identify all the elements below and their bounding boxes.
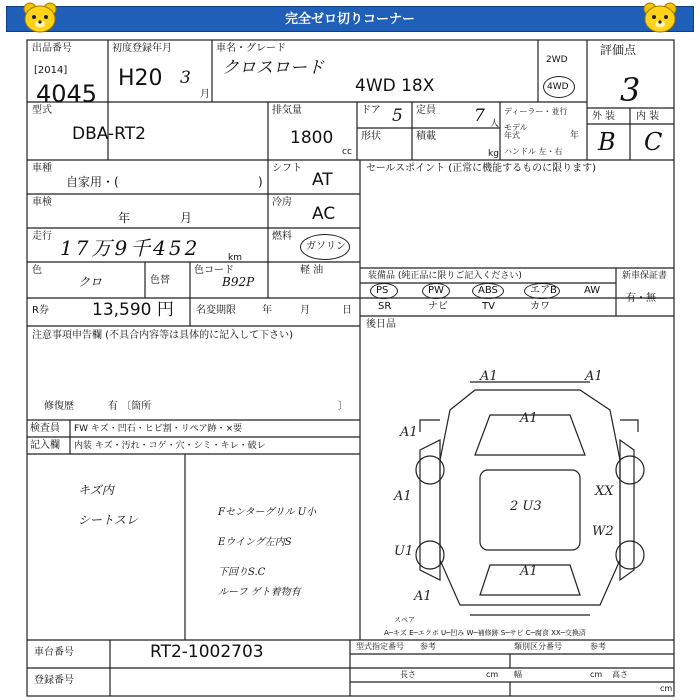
inspector-note-right-1: Fセンターグリル U小 <box>218 507 317 518</box>
equip-pw-circle <box>422 283 450 299</box>
doors-label: ドア <box>361 105 381 116</box>
type-designation-ref: 参考 <box>420 642 436 651</box>
usage-label: 車種 <box>32 163 52 174</box>
lot-number: 4045 <box>36 80 98 108</box>
mileage-unit: km <box>228 253 242 263</box>
displacement-value: 1800 <box>290 128 334 148</box>
damage-mark-spare: A1 <box>414 589 432 604</box>
model-grade: 4WD 18X <box>355 76 435 96</box>
handle-label: ハンドル 左・右 <box>504 147 563 156</box>
equip-navi: ナビ <box>428 301 448 312</box>
color-label: 色 <box>32 265 42 276</box>
equip-airbag: エアB <box>530 285 557 296</box>
registration-no-label: 登録番号 <box>34 675 74 686</box>
damage-mark-right-rear: W2 <box>592 524 614 539</box>
width-unit: cm <box>590 670 603 679</box>
fuel-light-oil: 軽 油 <box>300 265 324 276</box>
model-year-unit: 年 <box>570 131 580 141</box>
equip-abs-circle <box>472 283 504 299</box>
damage-mark-roof: 2 U3 <box>510 499 542 514</box>
recycle-label: R券 <box>32 305 49 316</box>
notes-repair: 修復歴 <box>44 401 74 412</box>
equip-leather: カワ <box>530 301 550 312</box>
equip-pw: PW <box>428 285 444 296</box>
spare-label: スペア <box>394 616 415 624</box>
fuel-label: 燃料 <box>272 231 292 242</box>
damage-mark-front-left: A1 <box>480 369 498 384</box>
length-label: 長さ <box>400 670 416 679</box>
notes-repair-value: 有 〔箇所 <box>108 401 152 412</box>
rating-ext-label: 外 装 <box>592 111 616 122</box>
inspector-note-right-4: ルーフ ゲト着物有 <box>218 587 301 598</box>
damage-mark-rear: A1 <box>520 564 538 579</box>
damage-mark-front-right: A1 <box>585 369 603 384</box>
load-label: 積載 <box>416 131 436 142</box>
color-repaint-label: 色替 <box>150 275 170 286</box>
inspection-year: 年 <box>118 211 131 225</box>
color-code-label: 色コード <box>194 265 234 276</box>
damage-mark-left-mirror: A1 <box>400 425 418 440</box>
rating-int-label: 内 装 <box>636 111 660 122</box>
aircon-label: 冷房 <box>272 197 292 208</box>
new-warranty-value: 有・無 <box>626 293 656 304</box>
inspector-label1: 検査員 <box>30 423 60 434</box>
equipment-label: 装備品 (純正品に限りご記入ください) <box>368 271 522 281</box>
displacement-label: 排気量 <box>272 105 302 116</box>
equip-ps-circle <box>370 283 398 299</box>
name-change-label: 名変期限 <box>196 305 236 316</box>
damage-mark-right-front: XX <box>595 484 614 499</box>
model-code-label: 型式 <box>32 105 52 116</box>
height-label: 高さ <box>612 670 628 679</box>
usage-close: ) <box>258 175 263 189</box>
rating-int: C <box>644 128 663 156</box>
shift-label: シフト <box>272 163 302 174</box>
doors-value: 5 <box>392 106 403 126</box>
equip-aw: AW <box>584 285 601 296</box>
usage-value: 自家用・( <box>66 175 119 189</box>
lot-label: 出品番号 <box>32 43 72 54</box>
registration-month-unit: 月 <box>200 89 210 100</box>
inspection-label: 車検 <box>32 197 52 208</box>
notes-label: 注意事項申告欄 (不具合内容等は具体的に記入して下さい) <box>32 330 293 341</box>
inspector-note-left-1: キズ内 <box>78 483 114 497</box>
capacity-unit: 人 <box>490 119 500 129</box>
fuel-gasoline: ガソリン <box>306 241 346 252</box>
load-unit: kg <box>488 149 499 159</box>
drive-4wd: 4WD <box>547 82 569 92</box>
color-code: B92P <box>222 275 255 289</box>
damage-mark-left-rear: U1 <box>394 544 414 559</box>
inspector-exterior: FW キズ・凹石・ヒビ割・リペア跡・×要 <box>74 424 243 434</box>
inspector-note-left-2: シートスレ <box>78 513 138 527</box>
inspector-label2: 記入欄 <box>30 440 60 451</box>
lot-year: [2014] <box>34 65 68 76</box>
model-code: DBA-RT2 <box>72 124 146 144</box>
shift-value: AT <box>312 170 333 190</box>
equip-airbag-circle <box>524 283 560 299</box>
dealer-label: ディーラー・並行 <box>504 107 568 116</box>
vehicle-damage-diagram <box>380 360 674 630</box>
capacity-value: 7 <box>474 106 485 126</box>
color-value: クロ <box>78 275 103 289</box>
chassis-label: 車台番号 <box>34 647 74 658</box>
recycle-value: 13,590 円 <box>92 300 174 320</box>
shape-label: 形状 <box>361 131 381 142</box>
header-title: 完全ゼロ切りコーナー <box>284 12 415 27</box>
inspector-note-right-2: Eウイング左内S <box>218 537 292 548</box>
name-change-year: 年 <box>262 305 272 316</box>
equip-abs: ABS <box>478 285 498 296</box>
new-warranty-label: 新車保証書 <box>622 271 668 281</box>
length-unit: cm <box>486 670 499 679</box>
model-name-label: 車名・グレード <box>216 43 286 54</box>
name-change-day: 日 <box>342 305 352 316</box>
registration-label: 初度登録年月 <box>112 43 172 54</box>
category-label: 類別区分番号 <box>514 642 562 651</box>
mileage-label: 走行 <box>32 231 52 242</box>
rating-ext: B <box>598 128 616 156</box>
equip-tv: TV <box>482 301 495 312</box>
inspection-month: 月 <box>180 211 193 225</box>
rear-seat-label: 後日品 <box>366 319 396 330</box>
registration-month: 3 <box>180 68 191 88</box>
width-label: 幅 <box>514 670 522 679</box>
rating-score: 3 <box>620 71 641 109</box>
registration-era-year: H20 <box>118 66 163 91</box>
mileage-value: 17万9千452 <box>60 236 201 260</box>
rating-label: 評価点 <box>600 43 637 57</box>
name-change-month: 月 <box>300 305 310 316</box>
model-name: クロスロード <box>222 58 324 78</box>
sales-point-label: セールスポイント (正常に機能するものに限ります) <box>366 163 597 174</box>
damage-mark-hood: A1 <box>520 411 538 426</box>
damage-mark-left-front: A1 <box>394 489 412 504</box>
inspector-note-right-3: 下回りS.C <box>218 567 266 578</box>
inspector-interior: 内装 キズ・汚れ・コゲ・穴・シミ・キレ・破レ <box>74 441 266 451</box>
notes-repair-close: 〕 <box>338 401 348 412</box>
capacity-label: 定員 <box>416 105 436 116</box>
aircon-value: AC <box>312 204 336 224</box>
type-designation-label: 型式指定番号 <box>356 642 404 651</box>
drive-2wd: 2WD <box>546 55 568 65</box>
category-ref: 参考 <box>590 642 606 651</box>
diagram-legend: A─キズ E─エクボ U─凹み W─補修跡 S─サビ C─腐食 XX─交換済 <box>384 629 586 637</box>
displacement-unit: cc <box>342 147 352 157</box>
model-year-label: モデル年式 <box>504 123 528 140</box>
equip-ps: PS <box>376 285 389 296</box>
chassis-value: RT2-1002703 <box>150 642 264 662</box>
height-unit: cm <box>660 684 673 693</box>
equip-sr: SR <box>378 301 392 312</box>
